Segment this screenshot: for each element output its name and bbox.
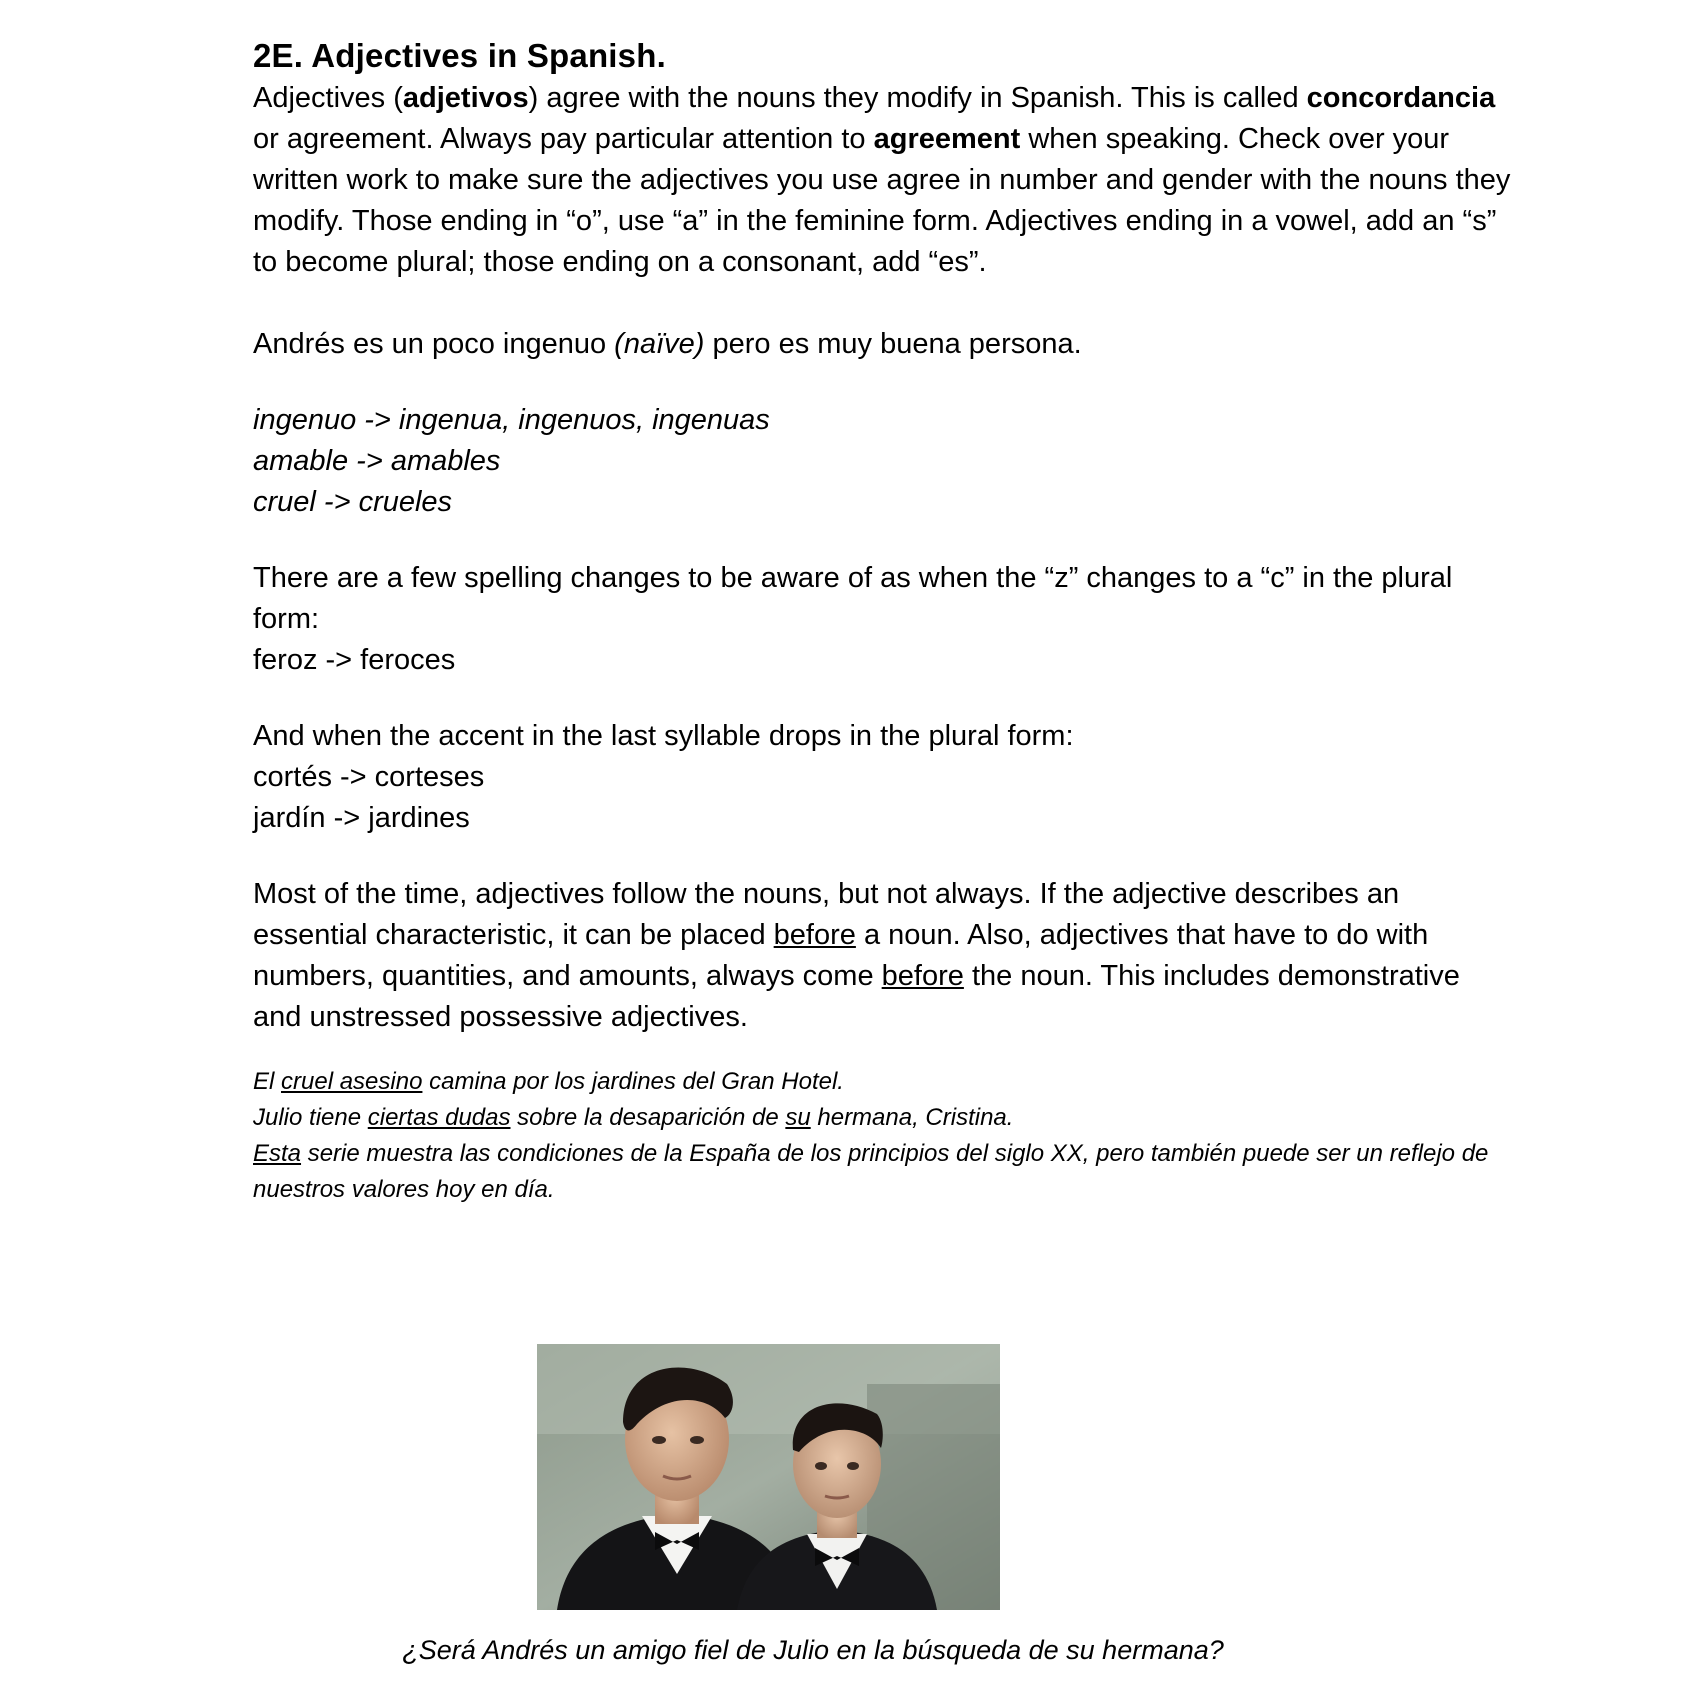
accent-paragraph: And when the accent in the last syllable drops in the plural form: <box>253 720 1074 752</box>
photo-illustration <box>537 1344 1000 1610</box>
term-concordancia: concordancia <box>1306 82 1496 114</box>
example-sentence-end: pero es muy buena persona. <box>704 328 1082 360</box>
placement-paragraph <box>253 874 1513 1038</box>
example-list <box>253 1064 1513 1208</box>
example-2-text-b: sobre la desaparición de <box>510 1104 786 1131</box>
form-line-3: cruel -> crueles <box>253 486 453 518</box>
example-sentence-start: Andrés es un poco ingenuo <box>253 328 615 360</box>
spelling-example: feroz -> feroces <box>253 644 456 676</box>
form-line-2: amable -> amables <box>253 445 501 477</box>
placement-text-3: the noun. This includes demonstrative and unstressed possessive adjectives. <box>253 960 1460 1033</box>
example-2-text-c: hermana, Cristina. <box>810 1104 1014 1131</box>
example-3-underlined: Esta <box>253 1140 302 1167</box>
intro-paragraph <box>253 78 1513 283</box>
placement-text-1: Most of the time, adjectives follow the nouns, but not always. If the adjective describes an essential characteristic, it can be placed <box>253 878 1400 951</box>
example-line-3 <box>253 1136 1513 1208</box>
example-gloss: (naïve) <box>614 328 705 360</box>
example-2-text-a: Julio tiene <box>253 1104 368 1131</box>
spelling-paragraph: There are a few spelling changes to be aware of as when the “z” changes to a “c” in the plural form: <box>253 562 1453 635</box>
photo-caption: ¿Será Andrés un amigo fiel de Julio en la búsqueda de su hermana? <box>402 1635 1224 1665</box>
term-agreement: agreement <box>873 123 1021 155</box>
document-page <box>253 34 1513 1208</box>
example-line-1 <box>253 1064 1513 1100</box>
example-sentence <box>253 324 1513 365</box>
section-heading: 2E. Adjectives in Spanish. <box>253 37 666 74</box>
intro-text-3: or agreement. Always pay particular attention to <box>253 123 874 155</box>
form-line-1: ingenuo -> ingenua, ingenuos, ingenuas <box>253 404 770 436</box>
intro-text-2: ) agree with the nouns they modify in Spanish. This is called <box>528 82 1307 114</box>
intro-text-1: Adjectives ( <box>253 82 403 114</box>
example-2-underlined-2: su <box>785 1104 811 1131</box>
term-adjetivos: adjetivos <box>402 82 529 114</box>
example-line-2 <box>253 1100 1513 1136</box>
accent-example-2: jardín -> jardines <box>253 802 470 834</box>
example-1-text-a: El <box>253 1068 282 1095</box>
placement-before-1: before <box>773 919 856 951</box>
example-1-text-b: camina por los jardines del Gran Hotel. <box>422 1068 844 1095</box>
placement-text-2: a noun. Also, adjectives that have to do with numbers, quantities, and amounts, always come <box>253 919 1429 992</box>
example-1-underlined: cruel asesino <box>281 1068 423 1095</box>
tv-still-photo <box>537 1344 1000 1610</box>
example-3-text-b: serie muestra las condiciones de la España de los principios del siglo XX, pero también puede ser un reflejo de nuestros valores hoy en día. <box>253 1140 1489 1203</box>
placement-before-2: before <box>881 960 964 992</box>
accent-example-1: cortés -> corteses <box>253 761 485 793</box>
intro-text-4: when speaking. Check over your written work to make sure the adjectives you use agree in number and gender with the nouns they modify. Those ending in “o”, use “a” in the feminine form. Adjectives ending in a vowel, add an “s” to become plural; those ending on a consonant, add “es”. <box>253 123 1511 278</box>
example-2-underlined-1: ciertas dudas <box>367 1104 511 1131</box>
